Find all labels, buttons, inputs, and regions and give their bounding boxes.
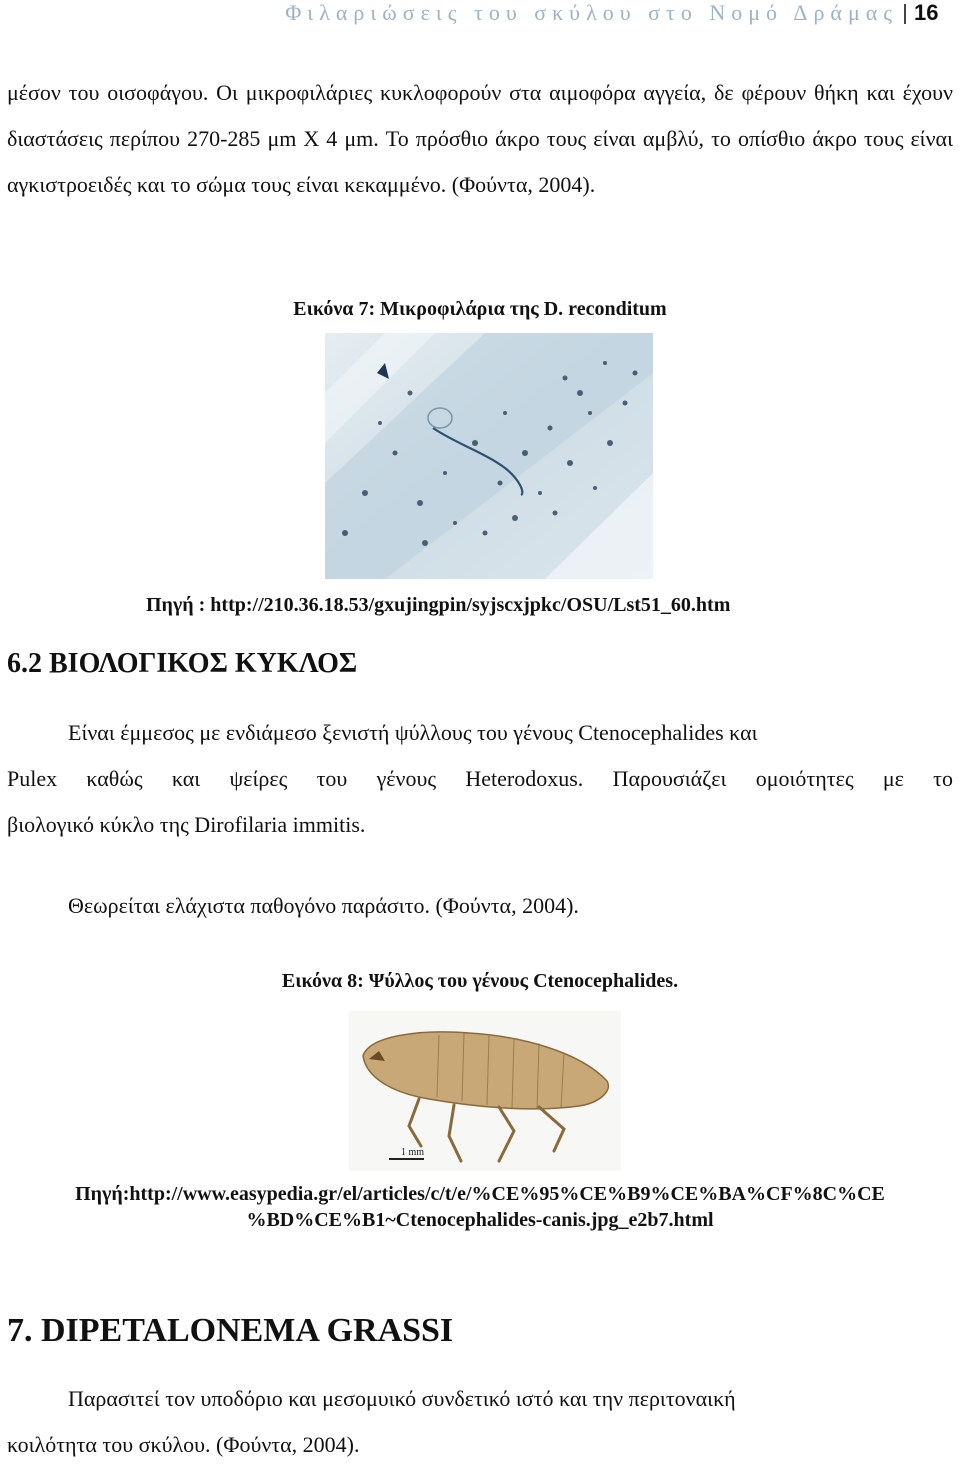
section-7-text-line1: Παρασιτεί τον υποδόριο και μεσομυικό συνδετικό ιστό και την περιτοναική (68, 1386, 736, 1411)
paragraph-microfilariae: μέσον του οισοφάγου. Οι μικροφιλάριες κυκλοφορούν στα αιμοφόρα αγγεία, δε φέρουν θήκη και έχουν διαστάσεις περίπου 270-285 μm Χ 4 μm. Το πρόσθιο άκρο τους είναι αμβλύ, το οπίσθιο άκρο τους είναι αγκιστροειδές και το σώμα τους είναι κεκαμμένο. (Φούντα, 2004). (7, 80, 953, 197)
header-title: Φιλαριώσεις του σκύλου στο Νομό Δράμας (285, 0, 898, 25)
header-separator (904, 4, 906, 24)
page-number: 16 (914, 0, 939, 25)
figure8-image (349, 1011, 621, 1171)
section-6-2-text-line1: Είναι έμμεσος με ενδιάμεσο ξενιστή ψύλλους του γένους Ctenocephalides και (68, 720, 758, 745)
section-7-heading: 7. DIPETALONEMA GRASSI (7, 1312, 454, 1349)
figure7-image (325, 333, 653, 579)
scale-label: 1 mm (401, 1147, 425, 1158)
section-7-text-line2: κοιλότητα του σκύλου. (Φούντα, 2004). (7, 1432, 360, 1457)
figure7-source: Πηγή : http://210.36.18.53/gxujingpin/syjscxjpkc/OSU/Lst51_60.htm (146, 594, 731, 616)
microfilaria-micrograph (325, 333, 653, 579)
figure8-source-line2: %BD%CE%B1~Ctenocephalides-canis.jpg_e2b7.html (246, 1209, 714, 1231)
section-6-2-heading: 6.2 ΒΙΟΛΟΓΙΚΟΣ ΚΥΚΛΟΣ (7, 648, 358, 679)
figure7-caption: Εικόνα 7: Μικροφιλάρια της D. reconditum (293, 298, 667, 320)
section-6-2-text-line3: βιολογικό κύκλο της Dirofilaria immitis. (7, 812, 366, 837)
section-6-2-text-line2: Pulex καθώς και ψείρες του γένους Heterodoxus. Παρουσιάζει ομοιότητες με το (7, 766, 953, 791)
section-6-2-pathogenicity: Θεωρείται ελάχιστα παθογόνο παράσιτο. (Φούντα, 2004). (68, 893, 579, 918)
figure8-source-line1: Πηγή:http://www.easypedia.gr/el/articles/c/t/e/%CE%95%CE%B9%CE%BA%CF%8C%CE (75, 1183, 885, 1205)
page-header (0, 0, 960, 40)
figure8-caption: Εικόνα 8: Ψύλλος του γένους Ctenocephalides. (281, 970, 679, 992)
flea-image (349, 1011, 621, 1171)
